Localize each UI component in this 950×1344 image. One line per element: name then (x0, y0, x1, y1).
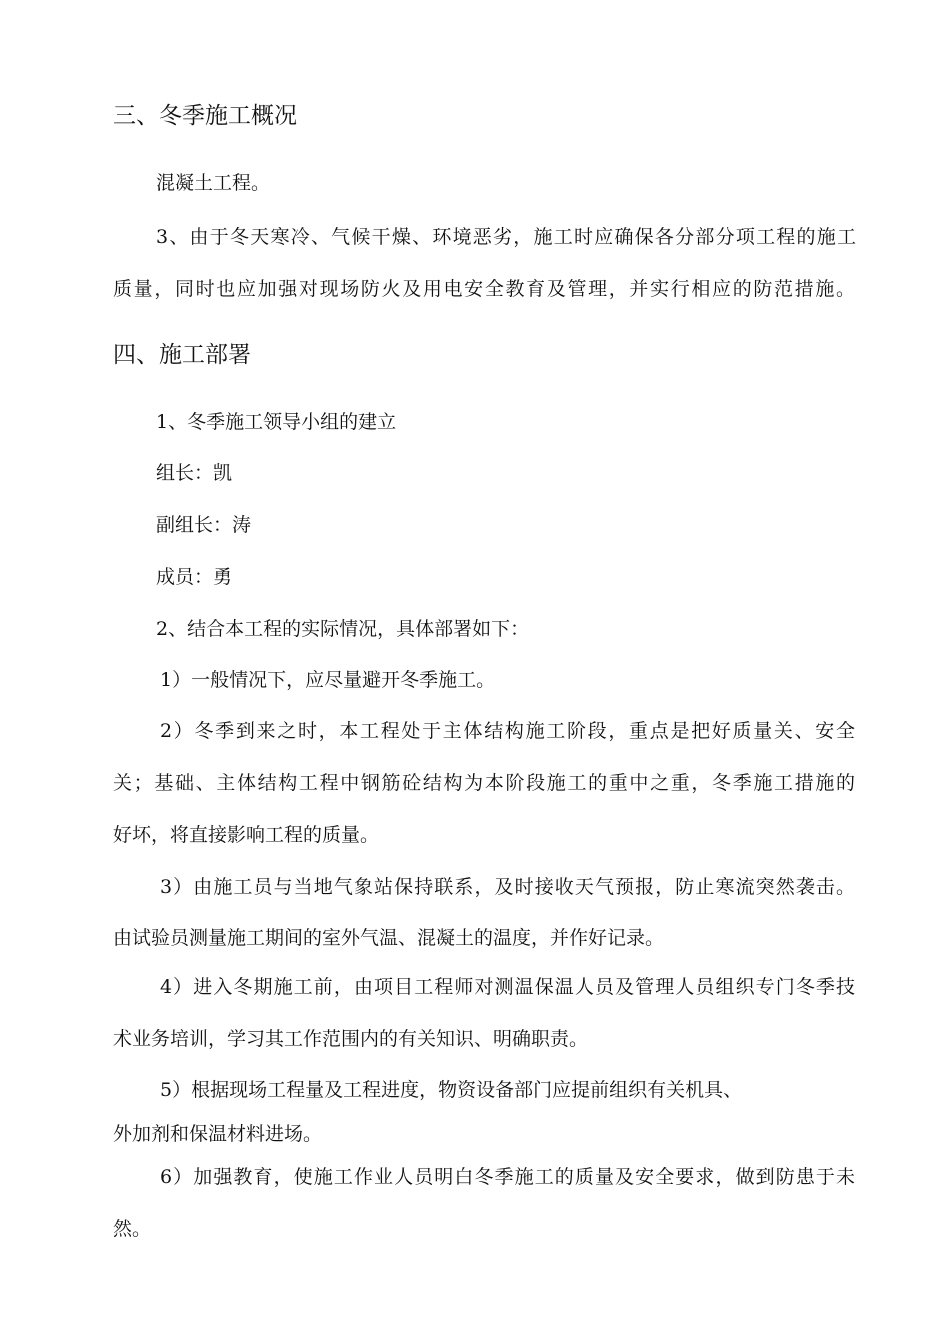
sub-item-6-line2: 然。 (113, 1218, 152, 1240)
leader-line: 组长：凯 (156, 462, 233, 484)
paragraph-3-line1: 3、由于冬天寒冷、气候干燥、环境恶劣，施工时应确保各分部分项工程的施工 (156, 226, 856, 248)
sub-item-5-line2: 外加剂和保温材料进场。 (113, 1123, 323, 1145)
paragraph-3-line2: 质量，同时也应加强对现场防火及用电安全教育及管理，并实行相应的防范措施。 (113, 278, 855, 300)
members-line: 成员：勇 (156, 566, 233, 588)
sub-item-2-line1: 2）冬季到来之时，本工程处于主体结构施工阶段，重点是把好质量关、安全 (160, 720, 855, 742)
item-1-title: 1、冬季施工领导小组的建立 (156, 411, 397, 433)
sub-item-2-line3: 好坏，将直接影响工程的质量。 (113, 824, 380, 846)
section-heading-deployment: 四、施工部署 (113, 342, 251, 368)
deputy-leader-line: 副组长：涛 (156, 514, 252, 536)
section-heading-winter-overview: 三、冬季施工概况 (113, 103, 297, 129)
item-2-title: 2、结合本工程的实际情况，具体部署如下： (156, 618, 530, 640)
sub-item-1: 1）一般情况下，应尽量避开冬季施工。 (160, 669, 496, 691)
sub-item-3-line2: 由试验员测量施工期间的室外气温、混凝土的温度，并作好记录。 (113, 927, 665, 949)
sub-item-4-line1: 4）进入冬期施工前，由项目工程师对测温保温人员及管理人员组织专门冬季技 (160, 976, 855, 998)
sub-item-6-line1: 6）加强教育，使施工作业人员明白冬季施工的质量及安全要求，做到防患于未 (160, 1166, 855, 1188)
sub-item-2-line2: 关；基础、主体结构工程中钢筋砼结构为本阶段施工的重中之重，冬季施工措施的 (113, 772, 855, 794)
sub-item-3-line1: 3）由施工员与当地气象站保持联系，及时接收天气预报，防止寒流突然袭击。 (160, 876, 855, 898)
sub-item-5-line1: 5）根据现场工程量及工程进度，物资设备部门应提前组织有关机具、 (160, 1079, 743, 1101)
sub-item-4-line2: 术业务培训，学习其工作范围内的有关知识、明确职责。 (113, 1028, 589, 1050)
paragraph-concrete: 混凝土工程。 (156, 172, 271, 194)
